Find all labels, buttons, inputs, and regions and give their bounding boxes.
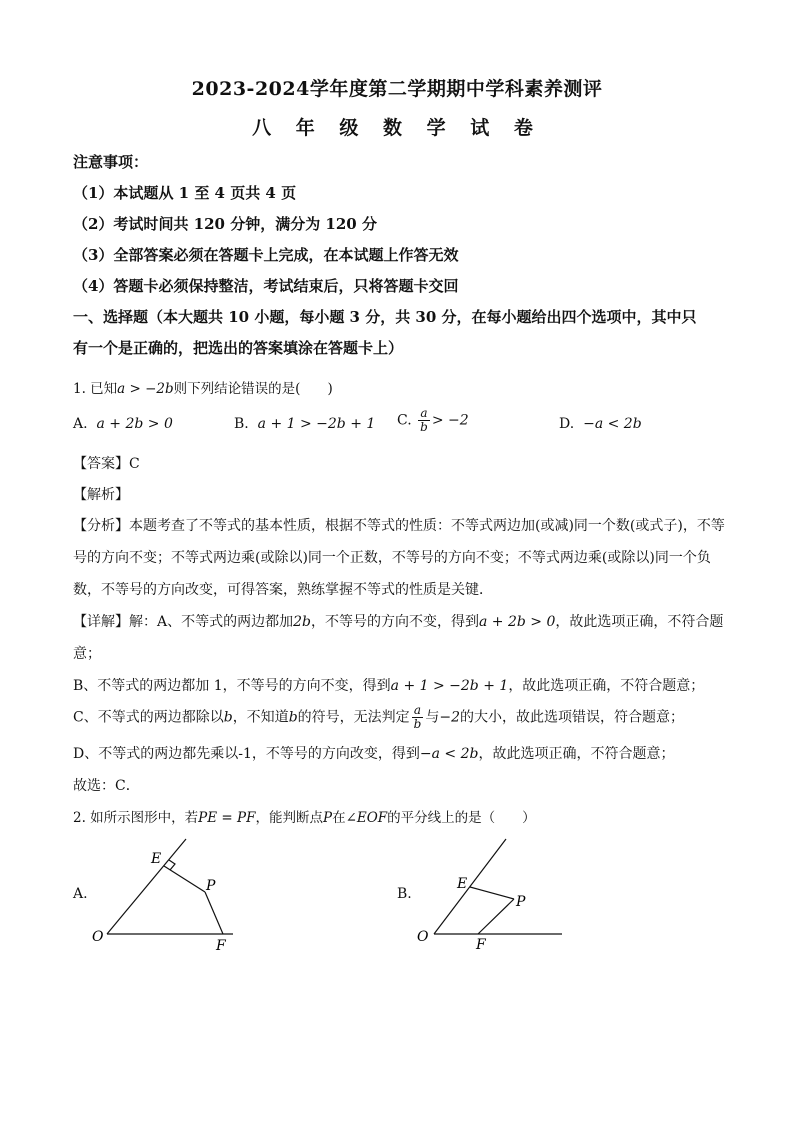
figure-a-segment-pf xyxy=(205,892,223,934)
q2-point: P xyxy=(322,810,333,826)
detail-a-text2: ，不等号的方向不变，得到 xyxy=(311,614,479,630)
detail-c-text5: 的大小，故此选项错误，符合题意； xyxy=(459,709,684,726)
figure-a-point-o: O xyxy=(92,929,104,945)
notice-heading: 注意事项： xyxy=(73,153,149,171)
q2-mid: ，能判断点 xyxy=(255,810,323,826)
q1-option-c-fraction xyxy=(418,407,430,434)
q1-option-c-rest: > −2 xyxy=(431,412,469,429)
fenxi-text-1: 本题考查了不等式的基本性质，根据不等式的性质：不等式两边加(或减)同一个数(或式子)，不等 xyxy=(129,518,725,534)
figure-a-right-angle-mark xyxy=(169,860,175,870)
detail-c-num: a xyxy=(412,704,424,718)
q1-answer xyxy=(73,453,140,473)
detail-b-text1: B、不等式的两边都加 1，不等号的方向不变，得到 xyxy=(73,678,391,694)
figure-b-point-e: E xyxy=(457,876,468,892)
question-2-stem xyxy=(73,806,536,826)
exam-title: 2023-2024学年度第二学期期中学科素养测评 xyxy=(191,78,603,100)
q1-option-a-label: A. xyxy=(73,416,88,432)
fenxi-tag: 【分析】 xyxy=(73,518,129,534)
q1-option-d xyxy=(559,416,642,432)
figure-a-ray-oe xyxy=(107,839,186,934)
section-heading-line2: 有一个是正确的，把选出的答案填涂在答题卡上） xyxy=(73,339,404,357)
q2-angle: ∠EOF xyxy=(345,810,388,826)
q1-option-a xyxy=(73,416,173,432)
notice-item-4: （4）答题卡必须保持整洁，考试结束后，只将答题卡交回 xyxy=(73,277,459,295)
figure-b-ray-oe xyxy=(434,839,506,934)
figure-b-label: B. xyxy=(397,886,412,902)
q1-suffix: 则下列结论错误的是( ) xyxy=(173,381,333,397)
q1-fenxi-line3: 数，不等号的方向改变，可得答案，熟练掌握不等式的性质是关键． xyxy=(73,582,493,598)
answer-value: C xyxy=(129,456,140,472)
q1-fenxi-line2: 号的方向不变；不等式两边乘(或除以)同一个正数，不等号的方向不变；不等式两边乘(或除以)同一个负 xyxy=(73,550,711,566)
section-heading-line1: 一、选择题（本大题共 10 小题，每小题 3 分，共 30 分，在每小题给出四个选项中，其中只 xyxy=(73,308,697,326)
detail-b-expr: a + 1 > −2b + 1 xyxy=(390,678,509,694)
detail-b-text2: ，故此选项正确，不符合题意； xyxy=(508,678,705,694)
q1-conclusion: 故选：C． xyxy=(73,778,140,794)
q1-option-d-expr: −a < 2b xyxy=(583,416,642,432)
detail-d-expr: −a < 2b xyxy=(419,746,479,762)
detail-tag: 【详解】 xyxy=(73,614,129,630)
detail-c-den: b xyxy=(413,717,422,731)
detail-a-expr: a + 2b > 0 xyxy=(479,614,556,630)
q1-option-c xyxy=(397,407,469,434)
q2-suffix: 的平分线上的是（ ） xyxy=(387,810,536,826)
figure-b-segment-ep xyxy=(470,887,514,899)
q1-option-a-expr: a + 2b > 0 xyxy=(96,416,173,432)
q1-option-b-expr: a + 1 > −2b + 1 xyxy=(257,416,376,432)
detail-c-text1: C、不等式的两边都除以 xyxy=(73,709,224,726)
answer-tag: 【答案】 xyxy=(73,456,129,472)
detail-c-text2: ，不知道 xyxy=(232,709,289,726)
figure-a xyxy=(90,836,250,954)
q1-fenxi-line1 xyxy=(73,515,725,535)
detail-a-text1: 解：A、不等式的两边都加 xyxy=(129,614,294,630)
q1-prefix: 1. 已知 xyxy=(73,381,118,397)
q1-detail-a-cont: 意； xyxy=(73,646,101,662)
q1-detail-d xyxy=(73,743,674,763)
q1-option-b xyxy=(234,416,375,432)
figure-b-point-o: O xyxy=(417,929,429,945)
detail-a-text3: ，故此选项正确，不符合题 xyxy=(555,614,724,630)
q2-prefix: 2. 如所示图形中，若 xyxy=(73,810,199,826)
detail-c-fraction xyxy=(412,704,424,731)
notice-item-3: （3）全部答案必须在答题卡上完成，在本试题上作答无效 xyxy=(73,246,459,264)
q1-option-d-label: D. xyxy=(559,416,575,432)
exam-subtitle: 八 年 级 数 学 试 卷 xyxy=(252,117,542,139)
detail-c-var2: b xyxy=(288,709,298,726)
figure-a-point-e: E xyxy=(151,851,162,867)
figure-a-label: A. xyxy=(73,886,88,902)
q2-mid2: 在 xyxy=(332,810,346,826)
q1-condition: a > −2b xyxy=(117,381,174,397)
notice-item-2: （2）考试时间共 120 分钟，满分为 120 分 xyxy=(73,215,377,233)
q1-detail-b xyxy=(73,675,704,695)
figure-a-point-p: P xyxy=(206,878,216,894)
q1-option-b-label: B. xyxy=(234,416,249,432)
q1-analysis-tag: 【解析】 xyxy=(73,487,129,503)
q1-option-c-den: b xyxy=(420,420,428,434)
question-1-stem xyxy=(73,377,333,397)
q1-option-c-label: C. xyxy=(397,412,412,429)
notice-item-1: （1）本试题从 1 至 4 页共 4 页 xyxy=(73,184,297,202)
q2-condition: PE = PF xyxy=(198,810,256,826)
detail-c-text4: 与 xyxy=(425,709,440,726)
detail-c-var: b xyxy=(223,709,233,726)
q1-detail-a xyxy=(73,611,723,631)
q1-detail-c xyxy=(73,704,684,731)
detail-d-text1: D、不等式的两边都先乘以-1，不等号的方向改变，得到 xyxy=(73,746,420,762)
figure-b-segment-pf xyxy=(478,899,514,934)
figure-b xyxy=(414,836,570,954)
detail-d-text2: ，故此选项正确，不符合题意； xyxy=(478,746,675,762)
q1-option-c-num: a xyxy=(418,407,430,421)
detail-c-var3: −2 xyxy=(439,709,460,726)
detail-c-text3: 的符号，无法判定 xyxy=(297,709,410,726)
figure-b-point-f: F xyxy=(476,937,486,953)
figure-a-point-f: F xyxy=(216,938,226,954)
detail-a-var: 2b xyxy=(293,614,311,630)
figure-b-point-p: P xyxy=(516,894,526,910)
